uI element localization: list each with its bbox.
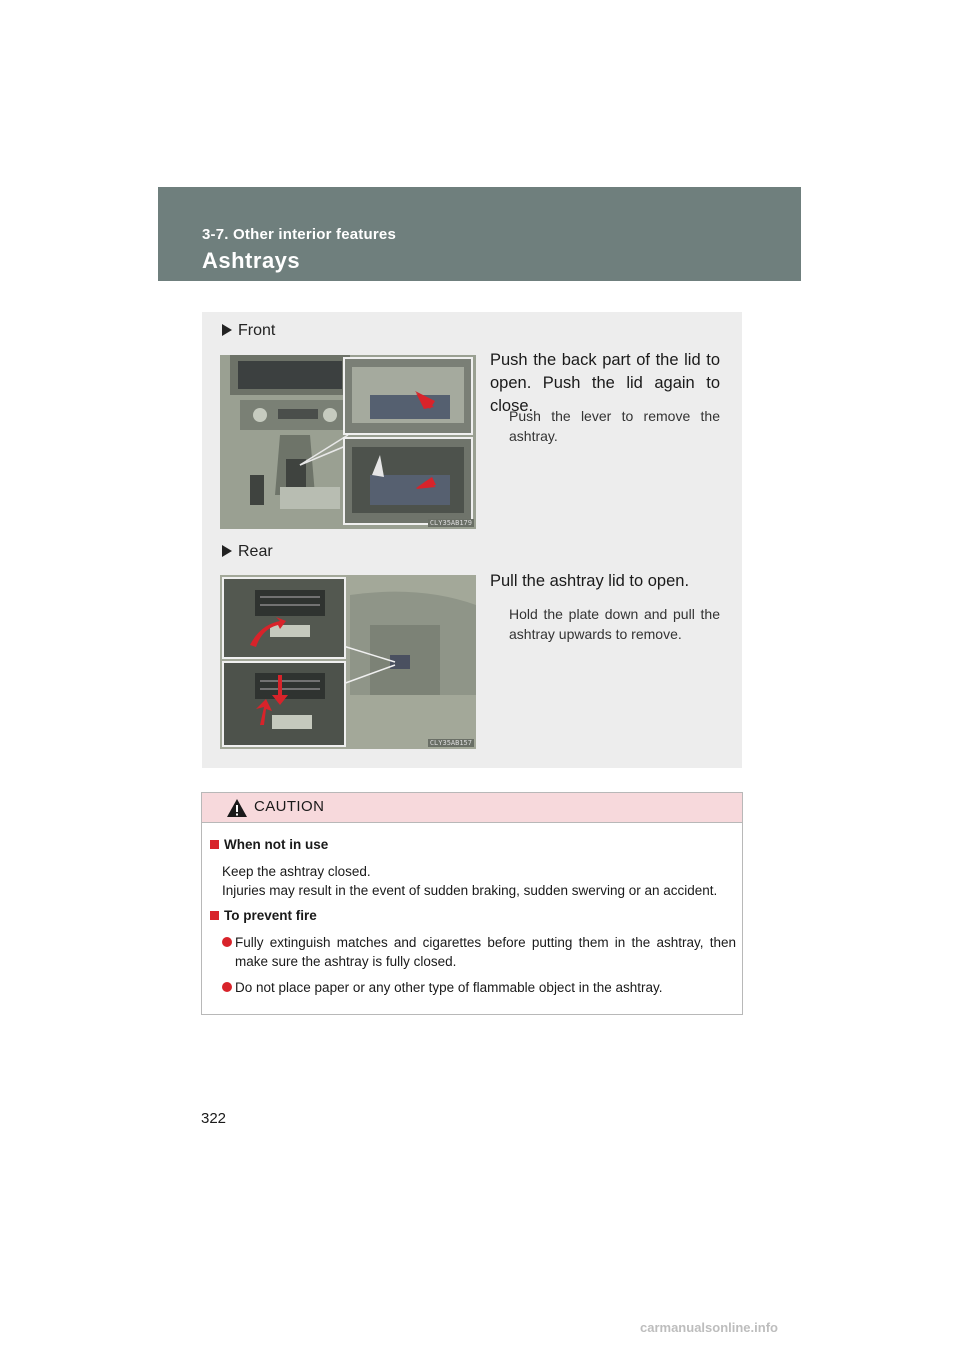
red-square-icon bbox=[210, 840, 219, 849]
caution-bullet: Fully extinguish matches and cigarettes before putting them in the ashtray, then make sure the ashtray is fully closed. bbox=[222, 933, 736, 971]
page-number: 322 bbox=[201, 1110, 227, 1127]
figure-code: CLY35AB157 bbox=[429, 739, 472, 747]
rear-console-drawing bbox=[220, 575, 476, 749]
front-note: Push the lever to remove the ashtray. bbox=[509, 408, 720, 444]
rear-note: Hold the plate down and pull the ashtray upwards to remove. bbox=[509, 606, 720, 642]
red-square-icon bbox=[210, 911, 219, 920]
red-bullet-icon bbox=[222, 982, 232, 992]
watermark: carmanualsonline.info bbox=[640, 1320, 778, 1335]
triangle-right-icon bbox=[222, 324, 232, 336]
front-console-drawing bbox=[220, 355, 476, 529]
section-title: 3-7. Other interior features bbox=[202, 226, 396, 243]
caution-header bbox=[202, 793, 742, 823]
rear-ashtray-illustration bbox=[220, 575, 476, 749]
front-ashtray-illustration bbox=[220, 355, 476, 529]
section-header bbox=[158, 187, 801, 281]
front-instruction: Push the back part of the lid to open. Push the lid again to close. bbox=[490, 351, 720, 415]
caution-text: Keep the ashtray closed. bbox=[222, 864, 371, 879]
triangle-right-icon bbox=[222, 545, 232, 557]
caution-heading-not-in-use: When not in use bbox=[210, 837, 328, 852]
caution-bullet: Do not place paper or any other type of flammable object in the ashtray. bbox=[222, 978, 736, 997]
caution-label: CAUTION bbox=[254, 798, 325, 815]
page-title: Ashtrays bbox=[202, 248, 301, 273]
caution-text: Injuries may result in the event of sudden braking, sudden swerving or an accident. bbox=[222, 883, 718, 898]
instruction-panel bbox=[202, 312, 742, 768]
rear-subheading: Rear bbox=[222, 543, 273, 561]
caution-heading-prevent-fire: To prevent fire bbox=[210, 908, 317, 923]
rear-instruction: Pull the ashtray lid to open. bbox=[490, 572, 690, 590]
red-bullet-icon bbox=[222, 937, 232, 947]
figure-code: CLY35AB179 bbox=[429, 519, 472, 527]
front-subheading: Front bbox=[222, 322, 275, 340]
caution-box bbox=[201, 792, 743, 1015]
warning-triangle-icon bbox=[226, 798, 248, 818]
